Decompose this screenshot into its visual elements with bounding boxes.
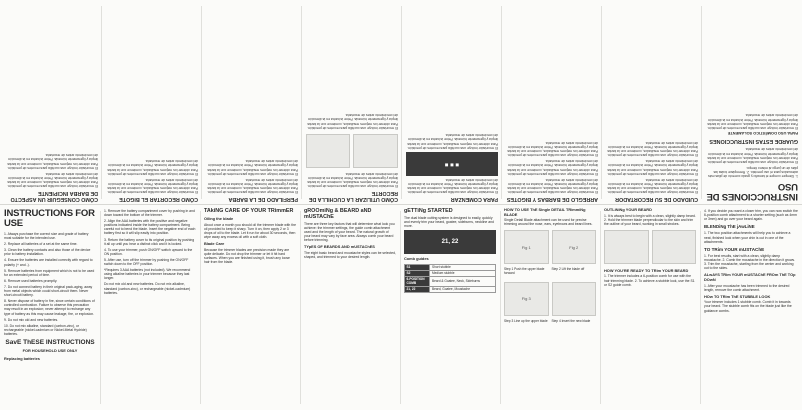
en-warning-3: 3. Clean the battery contacts and also those of the device prior to battery installation. — [4, 248, 91, 257]
es-body-2: El recortador incluye una cuchilla para recortes de precisión. Para obtener los mejores resultados, comience con la barba limpia y ligeramente húmeda. Peine la barba en la dirección del crecimiento antes de recortarla. — [707, 113, 798, 130]
trimmer-figure — [552, 230, 597, 264]
es-step-figure — [354, 134, 399, 168]
guide-key: 21, 22 — [405, 286, 430, 292]
en-sep — [400, 211, 401, 404]
en-sep — [100, 211, 101, 404]
en-step-caption-row-2 — [504, 320, 596, 326]
en-always-heading: ALwAYS TRim YOUR mUSTAChE FROm ThE TOp DOwN — [704, 272, 796, 282]
en-oiling-text: About once a month you should oil the trimmer blade with the oil provided to keep it sharp. Turn it on, then apply 2 or 3 drops of oil to the blade. Let it run for about 30 seconds, then wipe away any excess oil with a soft cloth. — [204, 222, 296, 239]
en-save-title: SavE ThESE INSTRUCTIONS — [5, 338, 95, 346]
en-replace-step-1: 1. Remove the battery compartment cover by pushing in and down toward the bottom of the trimmer. — [104, 209, 195, 218]
en-col-3 — [202, 205, 298, 410]
es-outline-heading: PERFILADO DE LA BARBA — [228, 196, 298, 202]
es-col-6 — [204, 0, 300, 205]
es-body-12: El recortador incluye una cuchilla para recortes de precisión. Para obtener los mejores resultados, comience con la barba limpia y ligeramente húmeda. Peine la barba en la dirección del crecimiento antes de recortarla. — [307, 113, 398, 130]
es-col-3 — [504, 0, 600, 205]
fig-caption: Fig 2 — [569, 244, 579, 250]
en-getting-heading: gETTiNg STARTED — [404, 208, 453, 214]
es-body-5: El recortador incluye una cuchilla para recortes de precisión. Para obtener los mejores resultados, comience con la barba limpia y ligeramente húmeda. Peine la barba en la dirección del crecimiento antes de recortarla. — [607, 140, 698, 158]
en-oiling-heading: Oiling the blade — [204, 216, 234, 221]
en-batteries-note: *Requires 3 AAA batteries (not included). We recommend using alkaline batteries in your trimmer because they last longer. — [104, 268, 191, 281]
en-warning-1: 1. Always purchase the correct size and grade of battery most suitable for the intended use. — [4, 232, 89, 241]
en-fig-row-2 — [504, 280, 596, 318]
en-warning-8: 8. Never dispose of battery in fire, since certain conditions of controlled combustion. Failure to observe this precaution may result in an explosion; never attempt to recharge any type of battery as this may cause leakage, fire, or explosion. — [4, 299, 95, 316]
en-sep — [700, 211, 701, 404]
guide-value: Beard, Goatee, Moustache — [430, 286, 496, 292]
guide-key: S2 — [405, 270, 430, 276]
en-title: INSTRUCTIONS FOR USE — [4, 208, 95, 229]
guide-value: Short stubble — [430, 264, 496, 270]
en-finish-heading: HOW YOU'RE READY TO TRim YOUR BEARD — [604, 267, 689, 273]
en-comb-guides-figure — [404, 230, 496, 254]
en-warning-7: 7. Do not connect battery in their original pack-aging, away from metal objects which could short-circuit them. Never short-circuit battery. — [4, 284, 93, 298]
en-warning-9: 9. Do not mix old and new batteries. — [4, 317, 59, 322]
es-body-3: El recortador incluye una cuchilla para recortes de precisión. Para obtener los mejores resultados, comience con la barba limpia y ligeramente húmeda. Peine la barba en la dirección del crecimiento antes de recortarla. — [607, 177, 698, 194]
table-row — [405, 276, 496, 286]
en-comb-guide-label: 21, 22 — [441, 239, 459, 246]
en-table-heading: Comb guides — [404, 256, 429, 262]
en-finish-text: 1. The trimmer includes a 6-position comb for use with the hair trimming blade. 2. To achieve a stubble look, use the S1 or S2 guide comb. — [604, 274, 695, 287]
en-replace-step-4: 4. To use your trimmer, push ON/OFF switch upward to the ON position. — [104, 247, 193, 256]
es-col-2 — [604, 0, 700, 205]
fig-caption: Fig 3 — [521, 296, 531, 302]
en-outline-fig-row — [604, 228, 696, 266]
en-care-heading: TAkiNG CARE OF YOUR TRimmER — [204, 208, 294, 214]
trimmer-figure — [504, 282, 549, 316]
en-comb-guides-table — [404, 264, 496, 293]
trimmer-figure — [504, 230, 549, 264]
es-body-14: El recortador incluye una cuchilla para recortes de precisión. Para obtener los mejores resultados, comience con la barba limpia y ligeramente húmeda. Peine la barba en la dirección del crecimiento antes de recortarla. — [207, 159, 298, 176]
en-stubble-heading: HOw TO TRim ThE STUBBLE LOOK — [704, 293, 771, 299]
english-panel — [0, 205, 802, 410]
es-body-6: El recortador incluye una cuchilla para recortes de precisión. Para obtener los mejores resultados, comience con la barba limpia y ligeramente húmeda. Peine la barba en la dirección del crecimiento antes de recortarla. — [507, 177, 598, 194]
es-sep — [401, 6, 402, 199]
es-grooming-heading: ARREGLO DE BARBAS Y BIGOTES — [506, 196, 598, 202]
en-col-1 — [2, 205, 98, 410]
en-warning-2: 2. Replace all batteries of a set at the same time. — [4, 242, 78, 247]
en-sep — [600, 211, 601, 404]
en-warning-5: 5. Remove batteries from equipment which is not to be used for an extended period of time. — [4, 268, 95, 277]
es-col-5 — [304, 0, 400, 205]
es-save-title: GUARDE ESTAS INSTRUCCIONES — [709, 138, 798, 145]
es-getting-heading: PARA COMENZAR — [450, 196, 498, 202]
en-closer-trim-text: 4. If you decide you want a closer trim, you can now switch the 6-position comb attachment to a shorter setting (such as 4mm or 3mm) and go over your beard again. — [704, 209, 798, 222]
es-care-heading: CUIDADO DE SU RECORTADOR — [615, 196, 698, 202]
en-col-6 — [502, 205, 598, 410]
es-intro: 1. Siempre compre el tamaño y grado correcto de pilas más adecuados para el uso previsto. 2. Reemplace todas las pilas de un juego al mismo tiempo. — [708, 165, 798, 178]
es-step-figure — [306, 134, 351, 168]
en-outline-heading: OUTLiNiNg YOUR BEARD — [604, 207, 652, 212]
en-col-2 — [102, 205, 198, 410]
es-sep — [301, 6, 302, 199]
es-mustache-heading: CÓMO RECORTAR EL BIGOTE — [119, 196, 198, 202]
es-sep — [201, 6, 202, 199]
en-replacing-heading: Replacing batteries — [4, 355, 40, 361]
en-blending-text: 1. The two position attachments will help you to achieve a neat, finished look when your chin is cut in one of the attachments. — [704, 231, 791, 244]
es-sep — [701, 6, 702, 199]
es-household: PARA USO DOMÉSTICO SOLAMENTE — [727, 131, 798, 137]
es-col-4 — [404, 0, 500, 205]
step-caption: Step 3 Line up the upper blade — [504, 318, 548, 323]
table-row — [405, 286, 496, 292]
en-cleaning-heading: Blade Care — [204, 240, 225, 246]
en-disposal-note: Do not mix old and new batteries. Do not mix alkaline, standard (carbon-zinc), or rechargeable (nickel-cadmium) batteries. — [104, 282, 191, 295]
en-sep — [300, 211, 301, 404]
es-sep — [601, 6, 602, 199]
en-outline-text: 1. It is always best to begin with a clean, slightly damp beard. 2. Hold the trimmer blade perpendicular to the skin and trim the outline of your beard, working in small strokes. — [604, 213, 696, 226]
en-getting-text: The dual blade cutting system is designed to easily, quickly and evenly trim your beard, goatee, sideburns, neckline and more. — [404, 216, 494, 229]
es-body-17: El recortador incluye una cuchilla para recortes de precisión. Para obtener los mejores resultados, comience con la barba limpia y ligeramente húmeda. Peine la barba en la dirección del crecimiento antes de recortarla. — [7, 171, 98, 188]
es-body-10: El recortador incluye una cuchilla para recortes de precisión. Para obtener los mejores resultados, comience con la barba limpia y ligeramente húmeda. Peine la barba en la dirección del crecimiento antes de recortarla. — [407, 133, 498, 150]
en-mustache-text: 1. For best results, start with a clean, slightly damp moustache. 2. Comb the moustache in the direction it grows. 3. Trim the moustache, starting from the center and working out to the sides. — [704, 253, 796, 271]
es-body-15: El recortador incluye una cuchilla para recortes de precisión. Para obtener los mejores resultados, comience con la barba limpia y ligeramente húmeda. Peine la barba en la dirección del crecimiento antes de recortarla. — [107, 177, 198, 194]
en-blending-heading: BLENDiNg ThE jAwLiNE — [704, 224, 755, 230]
trimmer-figure — [552, 282, 597, 316]
fig-caption: Fig 1 — [521, 244, 531, 250]
es-sep — [101, 6, 102, 199]
en-single-blade-heading: HOW TO USE ThE Single DETAIL TRimmiNg BLADE — [504, 207, 586, 217]
en-col-5 — [402, 205, 498, 410]
en-col-7 — [602, 205, 698, 410]
en-grooming-heading: gROOmiNg & BEARD aND mUSTAChE — [304, 208, 372, 220]
en-sep — [200, 211, 201, 404]
en-stubble-text: Your trimmer includes 1 stubble comb. Comb it in towards your beard. The stubble comb fits on the blade just like the guidance combs. — [704, 300, 792, 313]
beard-figure — [604, 230, 649, 264]
es-body-8: El recortador incluye una cuchilla para recortes de precisión. Para obtener los mejores resultados, comience con la barba limpia y ligeramente húmeda. Peine la barba en la dirección del crecimiento antes de recortarla. — [507, 140, 598, 158]
es-stubble-heading: CÓMO CONSEGUIR UN ASPECTO DE BARBA INCIPIENTE — [10, 190, 98, 202]
es-col-1 — [704, 0, 800, 205]
es-blade-heading: CÓMO UTILIZAR LA CUCHILLA DE RECORTE — [308, 190, 398, 202]
beard-figure — [652, 230, 697, 264]
es-body-9: El recortador incluye una cuchilla para recortes de precisión. Para obtener los mejores resultados, comience con la barba limpia y ligeramente húmeda. Peine la barba en la dirección del crecimiento antes de recortarla. — [407, 177, 498, 194]
en-household: FOR HOUSEHOLD USE ONLY — [22, 347, 78, 353]
es-body-13: El recortador incluye una cuchilla para recortes de precisión. Para obtener los mejores resultados, comience con la barba limpia y ligeramente húmeda. Peine la barba en la dirección del crecimiento antes de recortarla. — [207, 177, 298, 194]
es-col-7 — [104, 0, 200, 205]
en-single-blade-text: Single Detail Blade attachment can be used for precise trimming around the nose, ears, eyebrows and beard lines. — [504, 218, 593, 227]
es-body-7: El recortador incluye una cuchilla para recortes de precisión. Para obtener los mejores resultados, comience con la barba limpia y ligeramente húmeda. Peine la barba en la dirección del crecimiento antes de recortarla. — [507, 159, 598, 176]
guide-key: 6-POSITION COMB — [405, 276, 430, 286]
en-grooming-text: There are three key factors that will determine what look you achieve: the trimmer settings, the guide comb attachment used and the length of your beard. The natural growth of your beard may vary by face area. Always comb your beard before trimming. — [304, 222, 395, 243]
guide-key: S1 — [405, 264, 430, 270]
en-warning-10: 10. Do not mix alkaline, standard (carbon-zinc), or rechargeable (nickel-cadmium or Nickel-Metal Hydride) batteries. — [4, 323, 87, 336]
es-body-16: El recortador incluye una cuchilla para recortes de precisión. Para obtener los mejores resultados, comience con la barba limpia y ligeramente húmeda. Peine la barba en la dirección del crecimiento antes de recortarla. — [107, 159, 198, 176]
en-types-heading: TYpES OF BEARDS AND mUSTAChES — [304, 244, 375, 250]
en-replace-step-2: 2. Align the AAA batteries with the positive and negative positions indicated inside the battery compartment. Being careful not to bend the blade. Insert the negative end of each battery first so it will slip easily into position. — [104, 219, 196, 236]
en-replace-step-5: 5. After use, turn off the trimmer by pushing the ON/OFF switch down to the OFF position. — [104, 257, 189, 267]
en-col-4 — [302, 205, 398, 410]
en-warning-4: 4. Ensure the batteries are installed correctly with regard to polarity (+ and -). — [4, 258, 93, 267]
en-step-caption-row — [504, 268, 596, 278]
en-col-8 — [702, 205, 800, 410]
es-body-11: El recortador incluye una cuchilla para recortes de precisión. Para obtener los mejores resultados, comience con la barba limpia y ligeramente húmeda. Peine la barba en la dirección del crecimiento antes de recortarla. — [307, 171, 398, 188]
en-fig-row — [504, 228, 596, 266]
es-col-8 — [2, 0, 100, 205]
step-caption: Step 4 Insert the new blade — [551, 318, 591, 323]
en-replace-step-3: 3. Return the battery cover to its original position by pushing it all up until you hear a distinct click and it is locked. — [104, 237, 195, 246]
en-types-text: The eight basic beard and moustache styles can be selected, shaped, and trimmed to your desired length. — [304, 251, 396, 260]
es-body-1: El recortador incluye una cuchilla para recortes de precisión. Para obtener los mejores resultados, comience con la barba limpia y ligeramente húmeda. Peine la barba en la dirección del crecimiento antes de recortarla. — [707, 147, 798, 164]
es-body-4: El recortador incluye una cuchilla para recortes de precisión. Para obtener los mejores resultados, comience con la barba limpia y ligeramente húmeda. Peine la barba en la dirección del crecimiento antes de recortarla. — [607, 159, 698, 176]
es-sep — [501, 6, 502, 199]
es-title: INSTRUCCIONES DE USO — [706, 181, 798, 202]
en-always-text: 1. After your moustache has been trimmed to the desired length, remove the comb attachment. — [704, 283, 790, 292]
es-comb-figure: ■ ■ ■ — [406, 152, 498, 176]
step-caption: Step 1 Push the upper blade forward — [504, 267, 545, 276]
es-body-18: El recortador incluye una cuchilla para recortes de precisión. Para obtener los mejores resultados, comience con la barba limpia y ligeramente húmeda. Peine la barba en la dirección del crecimiento antes de recortarla. — [7, 153, 98, 170]
guide-value: Beard & Goatee, Neck, Sideburns — [430, 276, 496, 286]
step-caption: Step 2 Lift the blade off — [551, 267, 585, 272]
en-cleaning-text: Because the trimmer blades are precision made they are quite delicate. Do not drop the trimmer or let it hit hard surfaces. When you are finished using it, brush any loose hair from the blade. — [204, 247, 290, 264]
en-mustache-heading: TO TRim YOUR mUSTAChE — [704, 246, 765, 252]
guide-value: Medium stubble — [430, 270, 496, 276]
en-warning-6: 6. Remove used batteries promptly. — [4, 278, 58, 283]
en-sep — [500, 211, 501, 404]
es-step-figures — [306, 132, 398, 170]
